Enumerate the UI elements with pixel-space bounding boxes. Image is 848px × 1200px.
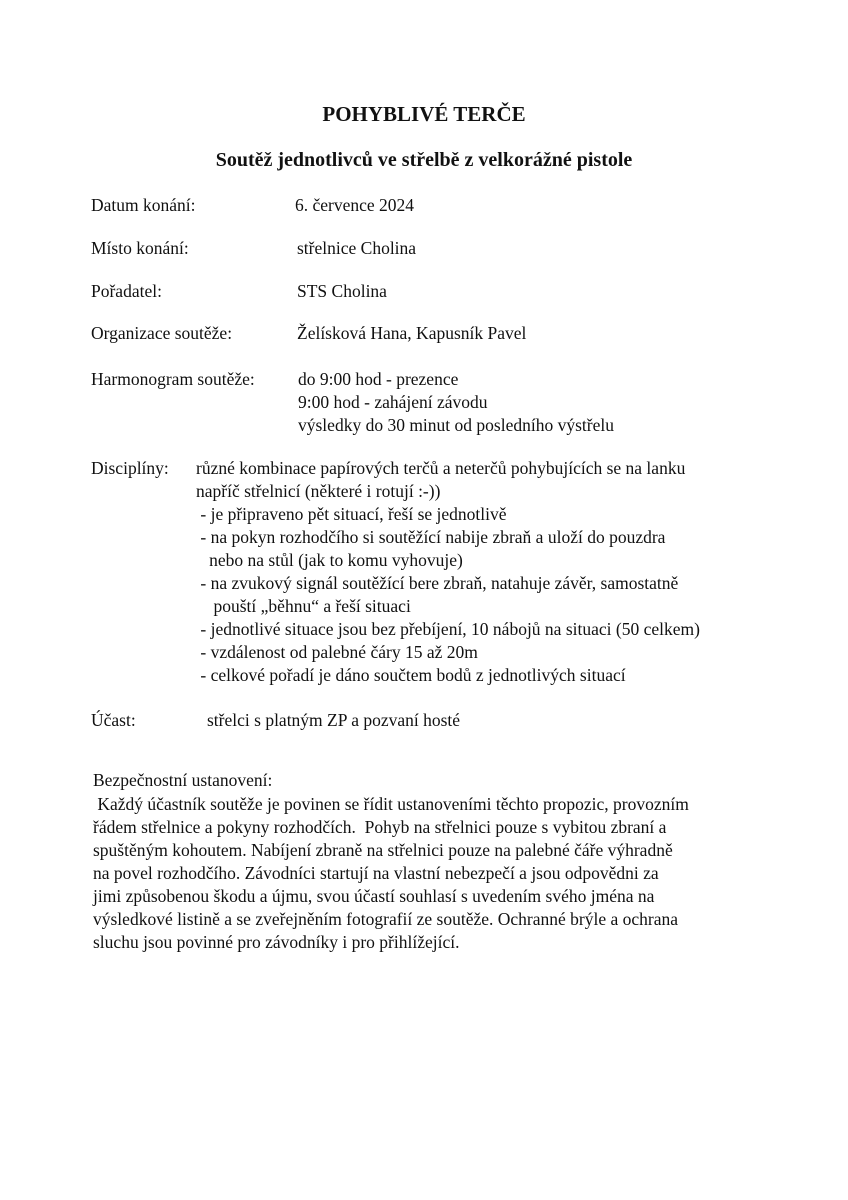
field-label: Datum konání: xyxy=(91,195,196,215)
field-label: Místo konání: xyxy=(91,238,189,258)
field-value: STS Cholina xyxy=(297,281,387,301)
discipline-line: - je připraveno pět situací, řeší se jednotlivě xyxy=(196,504,507,524)
safety-line: výsledkové listině a se zveřejněním fotografií ze soutěže. Ochranné brýle a ochrana xyxy=(93,909,679,929)
safety-line: sluchu jsou povinné pro závodníky i pro přihlížející. xyxy=(93,932,460,952)
discipline-line: - na zvukový signál soutěžící bere zbraň, natahuje závěr, samostatně xyxy=(196,573,679,593)
safety-line: Každý účastník soutěže je povinen se řídit ustanoveními těchto propozic, provozním xyxy=(93,794,689,814)
discipline-line: napříč střelnicí (některé i rotují :-)) xyxy=(196,481,441,501)
discipline-line: - na pokyn rozhodčího si soutěžící nabije zbraň a uloží do pouzdra xyxy=(196,527,666,547)
discipline-line: pouští „běhnu“ a řeší situaci xyxy=(196,596,411,616)
safety-line: jimi způsobenou škodu a újmu, svou účastí souhlasí s uvedením svého jména na xyxy=(93,886,655,906)
discipline-line: - celkové pořadí je dáno součtem bodů z jednotlivých situací xyxy=(196,665,626,685)
field-label: Organizace soutěže: xyxy=(91,323,233,343)
discipline-line: nebo na stůl (jak to komu vyhovuje) xyxy=(196,550,463,570)
field-value: 6. července 2024 xyxy=(295,195,415,215)
safety-line: na povel rozhodčího. Závodníci startují na vlastní nebezpečí a jsou odpovědni za xyxy=(93,863,659,883)
document-subtitle: Soutěž jednotlivců ve střelbě z velkorážné pistole xyxy=(215,149,633,171)
schedule-line: 9:00 hod - zahájení závodu xyxy=(298,392,488,412)
field-value: střelci s platným ZP a pozvaní hosté xyxy=(207,710,461,730)
document-title: POHYBLIVÉ TERČE xyxy=(322,102,526,126)
discipline-line: různé kombinace papírových terčů a neterčů pohybujících se na lanku xyxy=(196,458,686,478)
field-label: Harmonogram soutěže: xyxy=(91,369,255,389)
field-label: Účast: xyxy=(91,710,136,730)
safety-heading: Bezpečnostní ustanovení: xyxy=(93,770,273,790)
discipline-line: - vzdálenost od palebné čáry 15 až 20m xyxy=(196,642,478,662)
field-value: Želísková Hana, Kapusník Pavel xyxy=(297,323,527,343)
schedule-line: výsledky do 30 minut od posledního výstřelu xyxy=(298,415,614,435)
field-label: Disciplíny: xyxy=(91,458,169,478)
discipline-line: - jednotlivé situace jsou bez přebíjení, 10 nábojů na situaci (50 celkem) xyxy=(196,619,700,639)
safety-line: spuštěným kohoutem. Nabíjení zbraně na střelnici pouze na palebné čáře výhradně xyxy=(93,840,673,860)
safety-line: řádem střelnice a pokyny rozhodčích. Pohyb na střelnici pouze s vybitou zbraní a xyxy=(93,817,667,837)
field-label: Pořadatel: xyxy=(91,281,162,301)
schedule-line: do 9:00 hod - prezence xyxy=(298,369,459,389)
field-value: střelnice Cholina xyxy=(297,238,417,258)
